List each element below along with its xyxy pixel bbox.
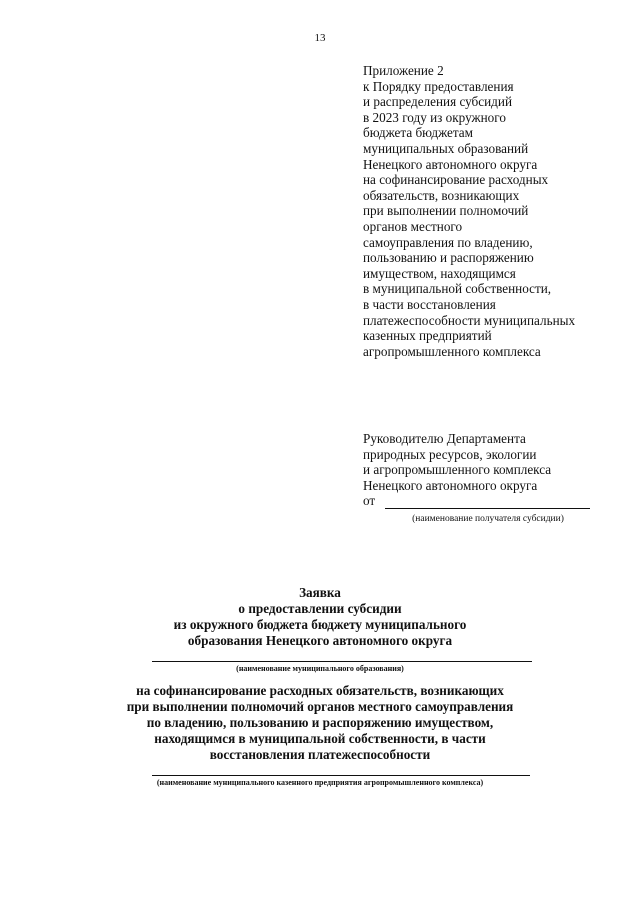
title-line: о предоставлении субсидии xyxy=(238,601,402,616)
appendix-line: пользованию и распоряжению xyxy=(363,250,534,266)
appendix-line: казенных предприятий xyxy=(363,328,492,344)
appendix-line: самоуправления по владению, xyxy=(363,234,533,250)
application-title xyxy=(0,585,640,649)
page-number: 13 xyxy=(314,32,326,44)
purpose-line: при выполнении полномочий органов местного самоуправления xyxy=(126,699,514,714)
purpose-line: находящимся в муниципальной собственности, в части xyxy=(154,731,486,746)
appendix-line: при выполнении полномочий xyxy=(363,203,529,219)
recipient-name-field[interactable] xyxy=(385,498,590,509)
appendix-line: обязательств, возникающих xyxy=(363,187,520,203)
appendix-line: имуществом, находящимся xyxy=(363,265,516,281)
title-line: из окружного бюджета бюджету муниципального xyxy=(173,617,467,632)
purpose-line: по владению, пользованию и распоряжению имуществом, xyxy=(146,715,494,730)
purpose-text xyxy=(0,683,640,763)
addressee-line: и агропромышленного комплекса xyxy=(363,462,552,478)
title-line: образования Ненецкого автономного округа xyxy=(187,633,453,648)
appendix-line: платежеспособности муниципальных xyxy=(363,312,576,328)
appendix-line: бюджета бюджетам xyxy=(363,125,473,141)
from-label: от xyxy=(363,493,376,509)
appendix-line: к Порядку предоставления xyxy=(363,78,514,94)
appendix-line: в муниципальной собственности, xyxy=(363,281,552,297)
appendix-line: агропромышленного комплекса xyxy=(363,343,541,359)
addressee-line: Ненецкого автономного округа xyxy=(363,477,538,493)
appendix-line: в 2023 году из окружного xyxy=(363,109,506,125)
appendix-reference-block xyxy=(363,63,623,359)
enterprise-caption: (наименование муниципального казенного предприятия агропромышленного комплекса) xyxy=(156,778,484,787)
purpose-line: на софинансирование расходных обязательств, возникающих xyxy=(136,683,504,698)
addressee-block xyxy=(363,431,623,509)
appendix-line: и распределения субсидий xyxy=(363,94,513,110)
appendix-line: органов местного xyxy=(363,218,463,234)
recipient-caption: (наименование получателя субсидии) xyxy=(412,514,564,524)
municipality-caption: (наименование муниципального образования) xyxy=(236,664,404,673)
addressee-line: природных ресурсов, экологии xyxy=(363,446,537,462)
appendix-line: Приложение 2 xyxy=(363,63,444,78)
appendix-line: муниципальных образований xyxy=(363,140,529,156)
addressee-line: Руководителю Департамента xyxy=(363,431,526,446)
enterprise-name-field[interactable] xyxy=(152,775,530,776)
purpose-line: восстановления платежеспособности xyxy=(209,747,431,762)
appendix-line: Ненецкого автономного округа xyxy=(363,156,538,172)
title-line: Заявка xyxy=(299,585,341,600)
appendix-line: в части восстановления xyxy=(363,296,496,312)
municipality-name-field[interactable] xyxy=(152,661,532,662)
from-row xyxy=(363,493,623,509)
appendix-line: на софинансирование расходных xyxy=(363,172,549,188)
